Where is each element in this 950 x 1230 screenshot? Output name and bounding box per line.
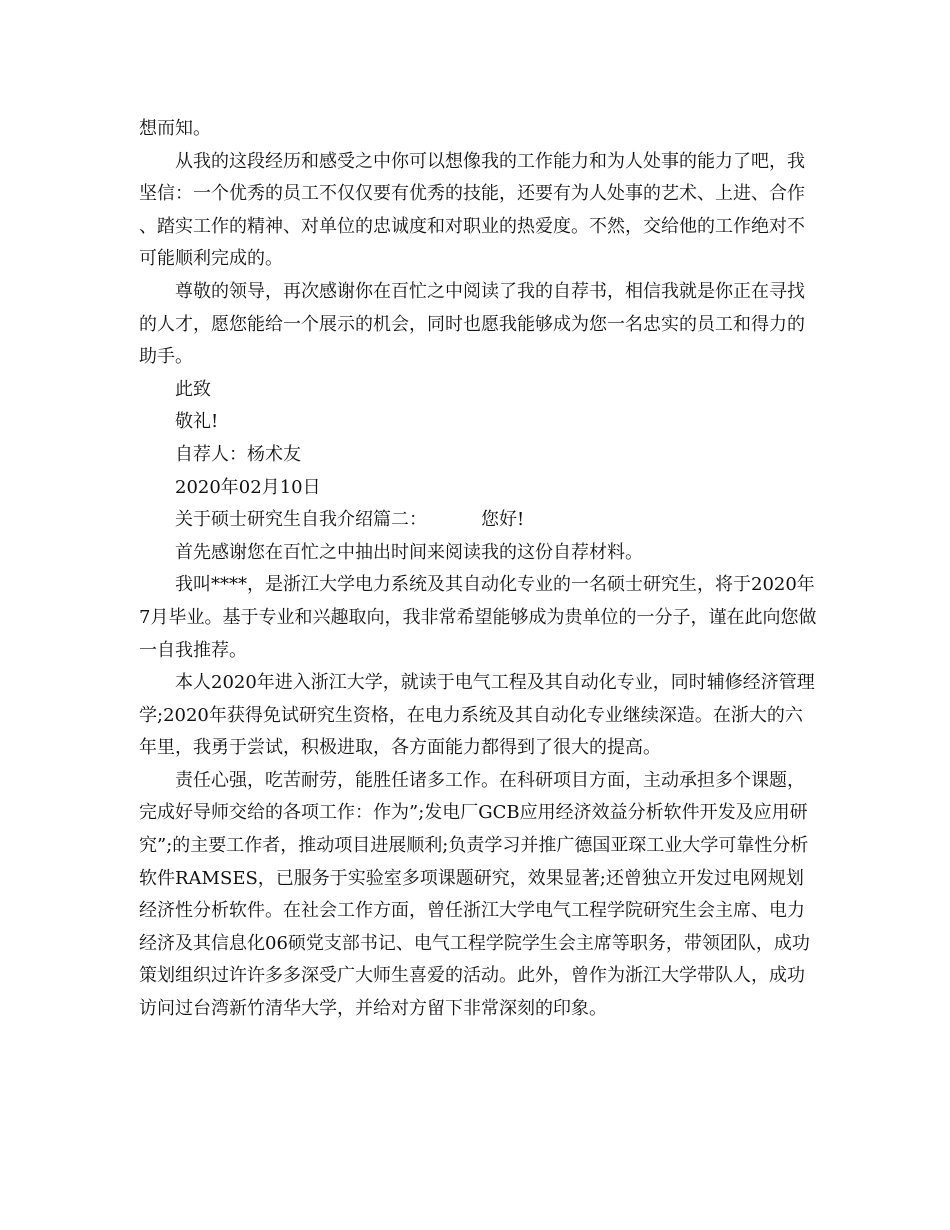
paragraph-closing-fragment: 想而知。 bbox=[139, 118, 211, 139]
paragraph-intro-thanks: 首先感谢您在百忙之中抽出时间来阅读我的这份自荐材料。 bbox=[175, 541, 643, 563]
greeting: 您好! bbox=[481, 509, 525, 531]
paragraph-experience: 从我的这段经历和感受之中你可以想像我的工作能力和为人处事的能力了吧，我坚信：一个优秀的员工不仅仅要有优秀的技能，还要有为人处事的艺术、上进、合作、踏实工作的精神、对单位的忠诚度和对职业的热爱度。不然，交给他的工作绝对不可能顺利完成的。 bbox=[139, 150, 805, 270]
signature-line: 自荐人：杨术友 bbox=[175, 443, 301, 465]
section-heading-line bbox=[139, 504, 819, 537]
paragraph-self-intro: 我叫****，是浙江大学电力系统及其自动化专业的一名硕士研究生，将于2020年7月毕业。基于专业和兴趣取向，我非常希望能够成为贵单位的一分子，谨在此向您做一自我推荐。 bbox=[139, 574, 817, 661]
paragraph-thanks: 尊敬的领导，再次感谢你在百忙之中阅读了我的自荐书，相信我就是你正在寻找的人才，愿您能给一个展示的机会，同时也愿我能够成为您一名忠实的员工和得力的助手。 bbox=[139, 280, 805, 368]
section-heading: 关于硕士研究生自我介绍篇二： bbox=[175, 509, 427, 531]
salutation-jingli: 敬礼! bbox=[175, 411, 219, 433]
paragraph-education: 本人2020年进入浙江大学，就读于电气工程及其自动化专业，同时辅修经济管理学;2020年获得免试研究生资格，在电力系统及其自动化专业继续深造。在浙大的六年里，我勇于尝试，积极进取，各方面能力都得到了很大的提高。 bbox=[139, 672, 815, 759]
date-line: 2020年02月10日 bbox=[175, 476, 321, 498]
document-body bbox=[139, 113, 819, 1026]
paragraph-work: 责任心强，吃苦耐劳，能胜任诸多工作。在科研项目方面，主动承担多个课题，完成好导师交给的各项工作：作为”;发电厂GCB应用经济效益分析软件开发及应用研究”;的主要工作者，推动项目进展顺利;负责学习并推广德国亚琛工业大学可靠性分析软件RAMSES，已服务于实验室多项课题研究，效果显著;还曾独立开发过电网规划经济性分析软件。在社会工作方面，曾任浙江大学电气工程学院研究生会主席、电力经济及其信息化06硕党支部书记、电气工程学院学生会主席等职务，带领团队，成功策划组织过许许多多深受广大师生喜爱的活动。此外，曾作为浙江大学带队人，成功访问过台湾新竹清华大学，并给对方留下非常深刻的印象。 bbox=[139, 769, 810, 1020]
salutation-cizhi: 此致 bbox=[175, 378, 211, 400]
